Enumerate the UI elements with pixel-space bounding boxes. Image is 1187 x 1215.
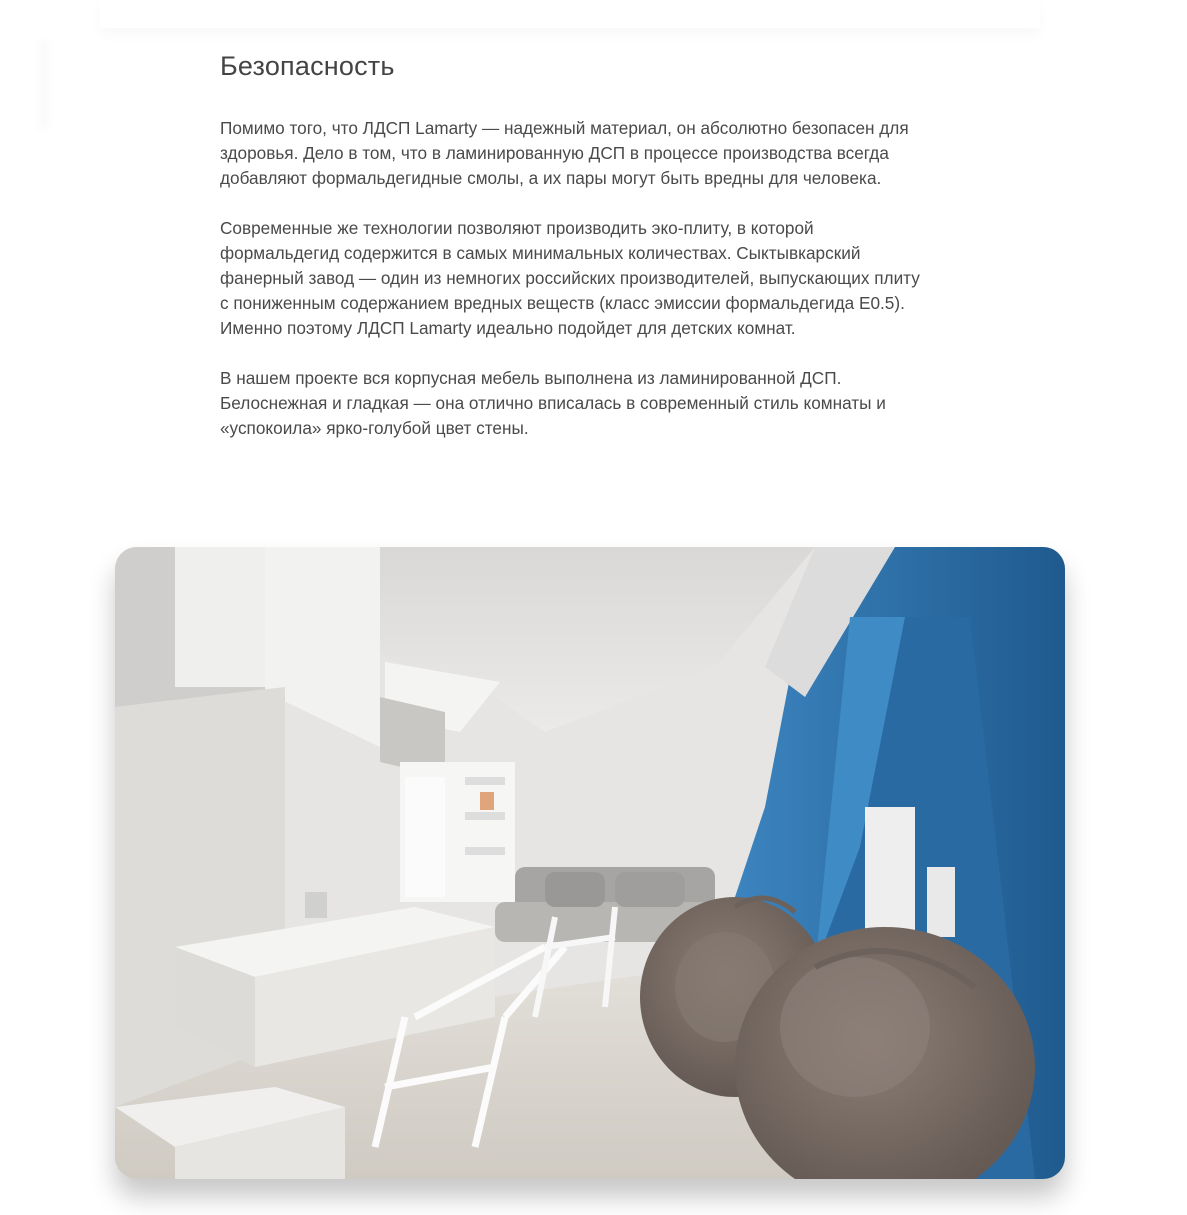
light-switch-panel [927,867,955,937]
sofa-cushion [615,872,685,907]
paragraph-2: Современные же технологии позволяют производить эко-плиту, в которой формальдегид содержится в самых минимальных количествах. Сыктывкарский фанерный завод — один из немногих российских производителей, выпускающих плиту с пониженным содержанием вредных веществ (класс эмиссии формальдегида Е0.5). Именно поэтому ЛДСП Lamarty идеально подойдет для детских комнат. [220,218,920,338]
left-edge-shadow [40,40,52,130]
top-shadow [100,0,1040,28]
interior-photo-illustration [115,547,1065,1179]
section-title: Безопасность [220,51,395,81]
window [405,777,445,897]
article [220,48,920,466]
sofa-cushion [545,872,605,907]
paragraph-1: Помимо того, что ЛДСП Lamarty — надежный материал, он абсолютно безопасен для здоровья. Дело в том, что в ламинированную ДСП в процессе производства всегда добавляют формальдегидные смолы, а их пары могут быть вредны для человека. [220,118,909,188]
paragraph-3: В нашем проекте вся корпусная мебель выполнена из ламинированной ДСП. Белоснежная и гладкая — она отлично вписалась в современный стиль комнаты и «успокоила» ярко-голубой цвет стены. [220,368,886,438]
interior-photo [115,547,1065,1179]
socket [305,892,327,918]
